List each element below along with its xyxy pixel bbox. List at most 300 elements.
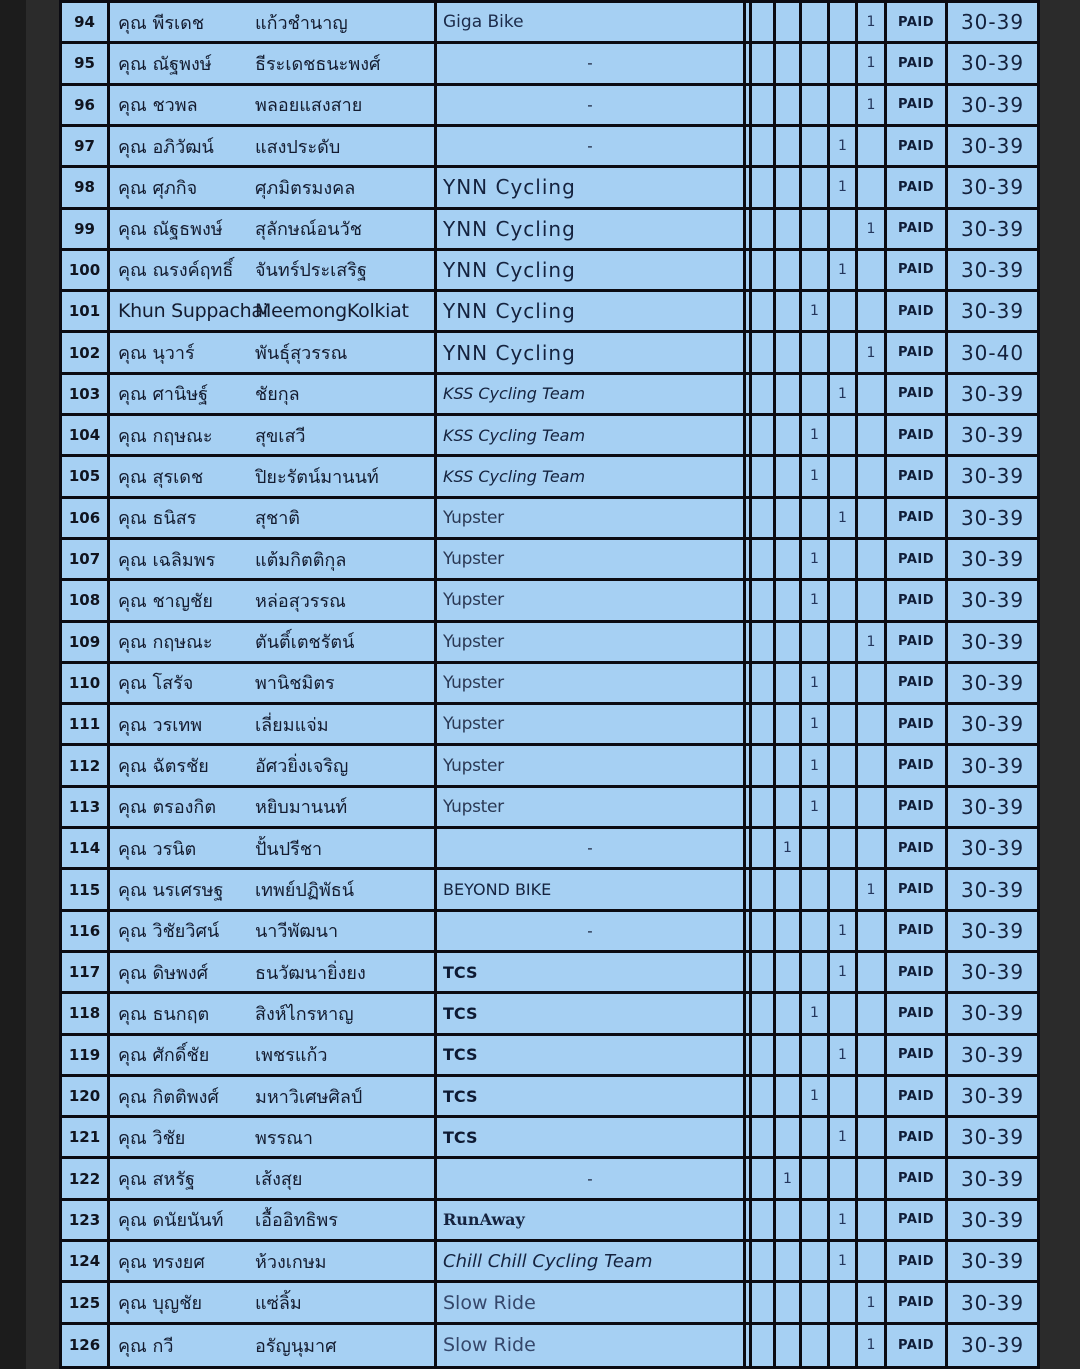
age-group-cell: 30-39 [948, 86, 1037, 127]
category-mark-cell: 1 [802, 292, 830, 333]
team-cell: - [437, 912, 746, 953]
row-number-cell: 121 [62, 1118, 110, 1159]
team-cell: KSS Cycling Team [437, 375, 746, 416]
category-cell [830, 540, 858, 581]
team-cell: Yupster [437, 788, 746, 829]
category-cell [776, 1242, 802, 1283]
team-cell: TCS [437, 994, 746, 1035]
category-mark-cell: 1 [802, 788, 830, 829]
surname-text: พันธุ์สุวรรณ [255, 343, 348, 365]
payment-status-cell: PAID [887, 375, 948, 416]
age-group-cell: 30-39 [948, 994, 1037, 1035]
category-mark-cell: 1 [830, 127, 858, 168]
category-cell [776, 540, 802, 581]
surname-text: ปิยะรัตน์มานนท์ [255, 466, 379, 488]
row-number-cell: 122 [62, 1159, 110, 1200]
category-cell [752, 953, 776, 994]
surname-text: แสงประดับ [255, 136, 341, 158]
category-cell [776, 333, 802, 374]
row-number-cell: 120 [62, 1077, 110, 1118]
payment-status-cell: PAID [887, 416, 948, 457]
first-name-text: คุณ กิตติพงศ์ [118, 1086, 219, 1108]
payment-status-cell: PAID [887, 623, 948, 664]
age-group-cell: 30-39 [948, 1283, 1037, 1324]
category-cell [752, 44, 776, 85]
surname-text: ปั้นปรีชา [255, 838, 323, 860]
category-cell [752, 210, 776, 251]
category-cell [830, 581, 858, 622]
category-cell [858, 127, 887, 168]
age-group-cell: 30-39 [948, 581, 1037, 622]
age-group-cell: 30-39 [948, 210, 1037, 251]
row-number-cell: 95 [62, 44, 110, 85]
name-cell [110, 1118, 437, 1159]
name-cell [110, 1077, 437, 1118]
first-name-text: Khun Suppachai [118, 300, 268, 323]
category-mark-cell: 1 [802, 1077, 830, 1118]
payment-status-cell: PAID [887, 829, 948, 870]
payment-status-cell: PAID [887, 705, 948, 746]
first-name-text: คุณ พีรเดช [118, 12, 205, 34]
surname-text: ธีระเดชธนะพงศ์ [255, 53, 381, 75]
surname-text: ศุภมิตรมงคล [255, 177, 356, 199]
row-number-cell: 114 [62, 829, 110, 870]
age-group-cell: 30-39 [948, 788, 1037, 829]
name-cell [110, 499, 437, 540]
age-group-cell: 30-39 [960, 1333, 1025, 1358]
name-cell [110, 829, 437, 870]
name-cell [110, 623, 437, 664]
team-cell: - [437, 829, 746, 870]
first-name-text: คุณ นรเศรษฐ [118, 880, 224, 901]
payment-status-cell: PAID [887, 3, 948, 44]
first-name-text: คุณ ชาญชัย [118, 590, 213, 612]
category-cell [776, 746, 802, 787]
age-group-cell: 30-39 [948, 251, 1037, 292]
surname-text: พรรณา [255, 1127, 314, 1149]
name-cell [110, 912, 437, 953]
name-cell [110, 540, 437, 581]
team-cell: Chill Chill Cycling Team [437, 1242, 746, 1283]
category-cell [830, 870, 858, 911]
category-cell [802, 86, 830, 127]
category-cell [858, 292, 887, 333]
category-cell [752, 912, 776, 953]
category-cell [752, 333, 776, 374]
category-cell [752, 1325, 776, 1366]
category-cell [752, 540, 776, 581]
category-mark-cell: 1 [802, 746, 830, 787]
payment-status-cell: PAID [887, 1118, 948, 1159]
category-mark-cell: 1 [858, 44, 887, 85]
team-cell: - [437, 86, 746, 127]
category-cell [752, 457, 776, 498]
category-cell [830, 457, 858, 498]
team-cell: TCS [437, 1118, 746, 1159]
first-name-text: คุณ ดิษพงศ์ [118, 962, 209, 984]
payment-status-cell: PAID [887, 1077, 948, 1118]
category-cell [858, 416, 887, 457]
name-cell [110, 1159, 437, 1200]
category-cell [830, 623, 858, 664]
category-cell [802, 870, 830, 911]
payment-status-cell: PAID [887, 168, 948, 209]
name-cell [110, 86, 437, 127]
category-cell [752, 746, 776, 787]
surname-text: แซ่ลิ้ม [255, 1293, 302, 1315]
category-cell [776, 3, 802, 44]
row-number-cell: 100 [62, 251, 110, 292]
payment-status-cell: PAID [887, 44, 948, 85]
category-cell [802, 499, 830, 540]
first-name-text: คุณ ศานิษฐ์ [118, 384, 209, 406]
age-group-cell: 30-39 [948, 1201, 1037, 1242]
category-cell [858, 457, 887, 498]
category-cell [776, 210, 802, 251]
category-cell [830, 1077, 858, 1118]
surname-text: สุชาติ [255, 508, 300, 530]
first-name-text: คุณ ดนัยนันท์ [118, 1210, 224, 1232]
payment-status-cell: PAID [887, 581, 948, 622]
first-name-text: คุณ วรเทพ [118, 714, 203, 736]
registration-table [59, 0, 1040, 1369]
team-cell: Yupster [437, 540, 746, 581]
category-cell [802, 912, 830, 953]
category-cell [752, 664, 776, 705]
first-name-text: คุณ ศุภกิจ [118, 177, 198, 199]
first-name-text: คุณ อภิวัฒน์ [118, 136, 214, 158]
team-cell: Giga Bike [437, 3, 746, 44]
category-cell [752, 292, 776, 333]
category-mark-cell: 1 [858, 1325, 887, 1366]
category-cell [858, 1036, 887, 1077]
payment-status-cell: PAID [887, 210, 948, 251]
row-number-cell: 126 [62, 1325, 110, 1366]
category-cell [830, 1159, 858, 1200]
first-name-text: คุณ นุวาร์ [118, 343, 195, 365]
first-name-text: คุณ โสรัจ [118, 673, 194, 695]
category-cell [802, 127, 830, 168]
surname-text: พานิชมิตร [255, 673, 335, 695]
category-mark-cell: 1 [830, 1201, 858, 1242]
category-cell [752, 829, 776, 870]
category-cell [858, 912, 887, 953]
category-cell [830, 829, 858, 870]
team-cell: - [437, 1159, 746, 1200]
category-cell [802, 1283, 830, 1324]
age-group-cell: 30-39 [948, 292, 1037, 333]
age-group-cell: 30-39 [948, 1159, 1037, 1200]
team-cell: YNN Cycling [437, 333, 746, 374]
team-cell: Yupster [437, 664, 746, 705]
first-name-text: คุณ ตรองกิต [118, 797, 217, 819]
category-cell [858, 1159, 887, 1200]
age-group-cell: 30-39 [948, 746, 1037, 787]
team-cell: BEYOND BIKE [437, 870, 746, 911]
name-cell [110, 210, 437, 251]
category-cell [858, 499, 887, 540]
row-number-cell: 101 [62, 292, 110, 333]
category-cell [830, 788, 858, 829]
surname-text: สุลักษณ์อนวัช [255, 219, 362, 241]
category-cell [858, 746, 887, 787]
row-number-cell: 112 [62, 746, 110, 787]
team-cell: TCS [437, 953, 746, 994]
row-number-cell: 106 [62, 499, 110, 540]
category-cell [802, 3, 830, 44]
category-mark-cell: 1 [802, 705, 830, 746]
category-cell [858, 168, 887, 209]
category-cell [802, 375, 830, 416]
age-group-cell: 30-39 [948, 1118, 1037, 1159]
category-cell [752, 127, 776, 168]
category-cell [776, 292, 802, 333]
category-cell [858, 1242, 887, 1283]
name-cell [110, 457, 437, 498]
team-cell: YNN Cycling [437, 210, 746, 251]
name-cell [110, 127, 437, 168]
surname-text: สุขเสวี [255, 425, 306, 447]
row-number-cell: 113 [62, 788, 110, 829]
row-number-cell: 124 [62, 1242, 110, 1283]
category-cell [830, 333, 858, 374]
category-mark-cell: 1 [858, 3, 887, 44]
name-cell [110, 375, 437, 416]
surname-text: หยิบมานนท์ [255, 797, 348, 819]
row-number-cell: 98 [62, 168, 110, 209]
category-cell [752, 994, 776, 1035]
surname-text: สิงห์ไกรหาญ [255, 1003, 354, 1025]
category-cell [752, 1118, 776, 1159]
category-cell [776, 953, 802, 994]
category-cell [858, 540, 887, 581]
category-cell [802, 251, 830, 292]
team-cell: Slow Ride [437, 1325, 746, 1366]
first-name-text: คุณ สุรเดช [118, 466, 204, 488]
row-number-cell: 108 [62, 581, 110, 622]
surname-text: จันทร์ประเสริฐ [255, 260, 367, 282]
age-group-cell: 30-39 [948, 375, 1037, 416]
category-cell [858, 1077, 887, 1118]
category-cell [858, 251, 887, 292]
team-cell: Yupster [437, 581, 746, 622]
category-cell [752, 499, 776, 540]
team-cell: RunAway [437, 1201, 746, 1242]
age-group-cell: 30-39 [948, 416, 1037, 457]
name-cell [110, 581, 437, 622]
age-group-cell: 30-39 [948, 1242, 1037, 1283]
surname-text: เลี่ยมแจ่ม [255, 714, 329, 736]
surname-text: ห้วงเกษม [255, 1251, 327, 1273]
payment-status-cell: PAID [887, 664, 948, 705]
row-number-cell: 110 [62, 664, 110, 705]
age-group-cell: 30-39 [948, 540, 1037, 581]
age-group-cell: 30-39 [948, 3, 1037, 44]
name-cell [110, 994, 437, 1035]
payment-status-cell: PAID [887, 457, 948, 498]
team-cell: Slow Ride [437, 1283, 746, 1324]
category-mark-cell: 1 [858, 86, 887, 127]
surname-text: แก้วชำนาญ [255, 12, 348, 34]
age-group-cell: 30-39 [948, 953, 1037, 994]
category-mark-cell: 1 [776, 829, 802, 870]
category-cell [802, 1242, 830, 1283]
category-cell [752, 168, 776, 209]
row-number-cell: 99 [62, 210, 110, 251]
name-cell [110, 168, 437, 209]
category-cell [802, 1201, 830, 1242]
category-cell [752, 375, 776, 416]
team-cell: TCS [437, 1077, 746, 1118]
category-cell [776, 375, 802, 416]
category-cell [776, 1036, 802, 1077]
first-name-text: คุณ กฤษณะ [118, 632, 213, 654]
category-cell [802, 44, 830, 85]
name-cell [110, 1242, 437, 1283]
row-number-cell: 115 [62, 870, 110, 911]
category-cell [752, 581, 776, 622]
name-cell [110, 292, 437, 333]
category-cell [776, 623, 802, 664]
age-group-cell: 30-39 [948, 127, 1037, 168]
category-cell [830, 3, 858, 44]
category-cell [776, 168, 802, 209]
category-cell [776, 788, 802, 829]
surname-text: แต้มกิตติกุล [255, 549, 347, 571]
category-cell [830, 705, 858, 746]
name-cell [110, 251, 437, 292]
category-cell [858, 375, 887, 416]
category-cell [802, 953, 830, 994]
payment-status-cell: PAID [887, 1036, 948, 1077]
category-cell [776, 499, 802, 540]
surname-text: พลอยแสงสาย [255, 95, 363, 117]
age-group-cell: 30-40 [948, 333, 1037, 374]
payment-status-cell: PAID [887, 499, 948, 540]
category-mark-cell: 1 [858, 333, 887, 374]
payment-status-cell: PAID [887, 1325, 948, 1366]
category-cell [776, 44, 802, 85]
age-group-cell: 30-39 [948, 1077, 1037, 1118]
category-cell [802, 1036, 830, 1077]
first-name-text: คุณ วรนิต [118, 838, 197, 860]
category-mark-cell: 1 [830, 1036, 858, 1077]
first-name-text: คุณ ธนกฤต [118, 1003, 210, 1025]
name-cell [110, 705, 437, 746]
row-number-cell: 118 [62, 994, 110, 1035]
surname-text: เอื้ออิทธิพร [255, 1210, 338, 1232]
first-name-text: คุณ ณรงค์ฤทธิ์ [118, 260, 234, 282]
row-number-cell: 117 [62, 953, 110, 994]
age-group-cell: 30-39 [948, 44, 1037, 85]
row-number-cell: 123 [62, 1201, 110, 1242]
age-group-cell: 30-39 [948, 870, 1037, 911]
surname-text: อรัญนุมาศ [255, 1335, 337, 1357]
category-cell [776, 1077, 802, 1118]
category-cell [830, 292, 858, 333]
age-group-cell: 30-39 [948, 1036, 1037, 1077]
name-cell [110, 746, 437, 787]
payment-status-cell: PAID [887, 1201, 948, 1242]
category-cell [858, 581, 887, 622]
row-number-cell: 103 [62, 375, 110, 416]
category-mark-cell: 1 [802, 994, 830, 1035]
category-cell [802, 623, 830, 664]
category-cell [830, 994, 858, 1035]
category-cell [858, 788, 887, 829]
category-mark-cell: 1 [802, 664, 830, 705]
category-mark-cell: 1 [802, 457, 830, 498]
first-name-text: คุณ เฉลิมพร [118, 549, 216, 571]
category-cell [776, 86, 802, 127]
team-cell: KSS Cycling Team [437, 457, 746, 498]
surname-text: เทพย์ปฏิพัธน์ [255, 880, 355, 901]
category-cell [858, 994, 887, 1035]
first-name-text: คุณ ณัฐธพงษ์ [118, 219, 223, 241]
category-cell [830, 1283, 858, 1324]
category-cell [858, 705, 887, 746]
name-cell [110, 416, 437, 457]
category-mark-cell: 1 [830, 168, 858, 209]
category-cell [752, 1242, 776, 1283]
category-mark-cell: 1 [858, 870, 887, 911]
category-mark-cell: 1 [830, 1118, 858, 1159]
payment-status-cell: PAID [887, 953, 948, 994]
category-cell [776, 1118, 802, 1159]
category-cell [776, 251, 802, 292]
category-cell [830, 210, 858, 251]
category-cell [858, 953, 887, 994]
category-cell [752, 1283, 776, 1324]
category-mark-cell: 1 [830, 251, 858, 292]
category-cell [776, 664, 802, 705]
name-cell [110, 333, 437, 374]
age-group-cell: 30-39 [948, 457, 1037, 498]
first-name-text: คุณ ณัฐพงษ์ [118, 53, 212, 75]
payment-status-cell: PAID [887, 1159, 948, 1200]
row-number-cell: 96 [62, 86, 110, 127]
category-mark-cell: 1 [830, 375, 858, 416]
age-group-cell: 30-39 [948, 168, 1037, 209]
payment-status-cell: PAID [887, 127, 948, 168]
category-mark-cell: 1 [830, 953, 858, 994]
first-name-text: คุณ ชวพล [118, 95, 198, 117]
first-name-text: คุณ วิชัยวิศน์ [118, 921, 220, 943]
category-cell [830, 746, 858, 787]
category-mark-cell: 1 [858, 623, 887, 664]
row-number-cell: 116 [62, 912, 110, 953]
name-cell [110, 664, 437, 705]
category-cell [830, 86, 858, 127]
surname-text: เส้งสุย [255, 1169, 303, 1191]
first-name-text: คุณ กวี [118, 1335, 174, 1357]
name-cell [110, 44, 437, 85]
category-cell [752, 1077, 776, 1118]
payment-status-cell: PAID [887, 870, 948, 911]
first-name-text: คุณ กฤษณะ [118, 425, 213, 447]
category-cell [858, 829, 887, 870]
name-cell [110, 1036, 437, 1077]
category-cell [752, 1159, 776, 1200]
team-cell: - [437, 127, 746, 168]
age-group-cell: 30-39 [948, 623, 1037, 664]
team-cell: Yupster [437, 746, 746, 787]
age-group-cell: 30-39 [948, 499, 1037, 540]
category-cell [802, 1325, 830, 1366]
team-cell: KSS Cycling Team [437, 416, 746, 457]
payment-status-cell: PAID [887, 994, 948, 1035]
category-cell [858, 1201, 887, 1242]
